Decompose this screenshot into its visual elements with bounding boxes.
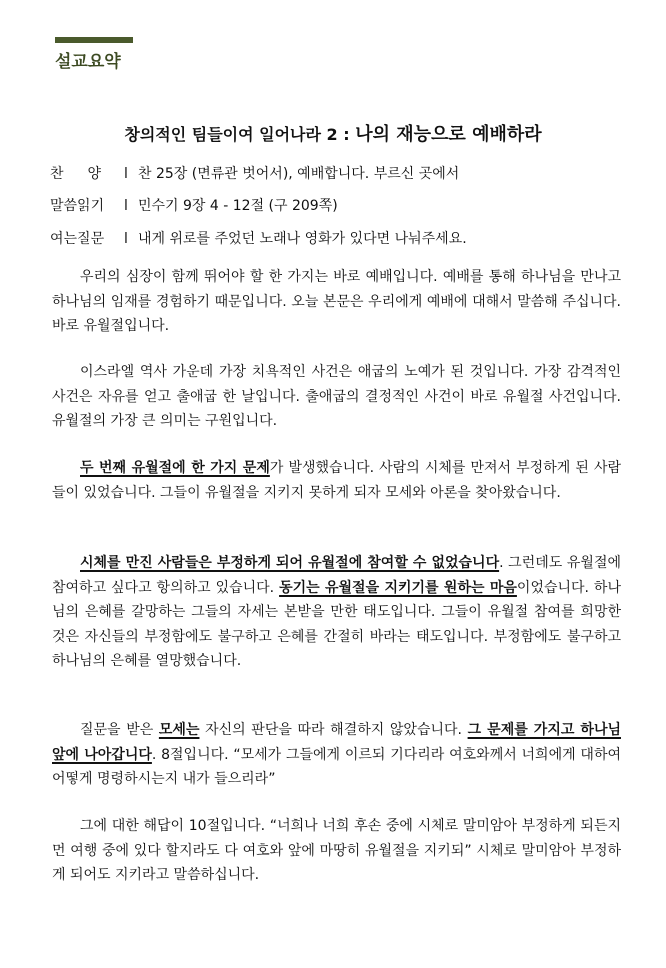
sermon-title [0,120,666,146]
info-label: 찬양 [50,166,126,182]
info-value: 민수기 9장 4 - 12절 (구 209쪽) [138,198,338,214]
emphasis-text: 그 문제를 가지고 하나님 앞에 나아갑니다 [52,722,621,763]
title-part2: 나의 재능으로 예배하라 [355,124,542,145]
paragraph-text: 그에 대한 해답이 10절입니다. “너희나 너희 후손 중에 시체로 말미암아 부정하게 되든지 먼 여행 중에 있다 할지라도 다 여호와 앞에 마땅히 유월절을 지키되” 시체로 말미암아 부정하게 되어도 지키라고 말씀하십니다. [52,818,621,883]
info-separator: l [124,231,128,247]
info-separator: l [124,166,128,182]
paragraph-3 [52,456,621,505]
emphasis-text: 시체를 만진 사람들은 부정하게 되어 유월절에 참여할 수 없었습니다 [80,555,500,571]
paragraph-2 [52,360,621,434]
paragraph-text: 질문을 받은 [80,722,159,738]
info-label: 여는질문 [50,231,105,247]
paragraph-5 [52,718,621,792]
emphasis-text: 모세는 [158,722,200,738]
info-row-reading [50,195,338,215]
header-logo: 설교요약 [55,52,121,72]
paragraph-text: 가 발생했습니다. 사람의 시체를 만져서 부정하게 된 사람들이 있었습니다. 그들이 유월절을 지키지 못하게 되자 모세와 아론을 찾아왔습니다. [52,460,621,501]
emphasis-text: 두 번째 유월절에 한 가지 문제 [80,460,270,476]
logo-bar [55,37,133,43]
info-separator: l [124,198,128,214]
paragraph-1 [52,265,621,339]
paragraph-text: 자신의 판단을 따라 해결하지 않았습니다. [199,722,468,738]
info-value: 찬 25장 (면류관 벗어서), 예배합니다. 부르신 곳에서 [138,166,460,182]
info-label: 말씀읽기 [50,198,105,214]
paragraph-text: . 8절입니다. “모세가 그들에게 이르되 기다리라 여호와께서 너희에게 대하여 어떻게 명령하시는지 내가 들으리라” [52,746,621,787]
info-value: 내게 위로를 주었던 노래나 영화가 있다면 나눠주세요. [138,231,467,247]
info-row-hymn [50,163,459,183]
paragraph-4 [52,551,621,674]
paragraph-text: 우리의 심장이 함께 뛰어야 할 한 가지는 바로 예배입니다. 예배를 통해 하나님을 만나고 하나님의 임재를 경험하기 때문입니다. 오늘 본문은 우리에게 예배에 대해서 말씀해 주십니다. 바로 유월절입니다. [52,269,621,334]
paragraph-text: 이었습니다. 하나님의 은혜를 갈망하는 그들의 자세는 본받을 만한 태도입니다. 그들이 유월절 참여를 희망한 것은 자신들의 부정함에도 불구하고 은혜를 간절히 바라는 태도입니다. 부정함에도 불구하고 하나님의 은혜를 열망했습니다. [52,579,621,669]
info-row-question [50,228,467,248]
title-part1: 창의적인 팀들이여 일어나라 2 : [124,125,356,144]
paragraph-text: 이스라엘 역사 가운데 가장 치욕적인 사건은 애굽의 노예가 된 것입니다. 가장 감격적인 사건은 자유를 얻고 출애굽 한 날입니다. 출애굽의 결정적인 사건이 바로 유월절 사건입니다. 유월절의 가장 큰 의미는 구원입니다. [52,364,621,429]
paragraph-text: . 그런데도 유월절에 참여하고 싶다고 항의하고 있습니다. [52,555,621,596]
emphasis-text: 동기는 유월절을 지키기를 원하는 마음 [279,579,517,596]
paragraph-6 [52,814,621,888]
